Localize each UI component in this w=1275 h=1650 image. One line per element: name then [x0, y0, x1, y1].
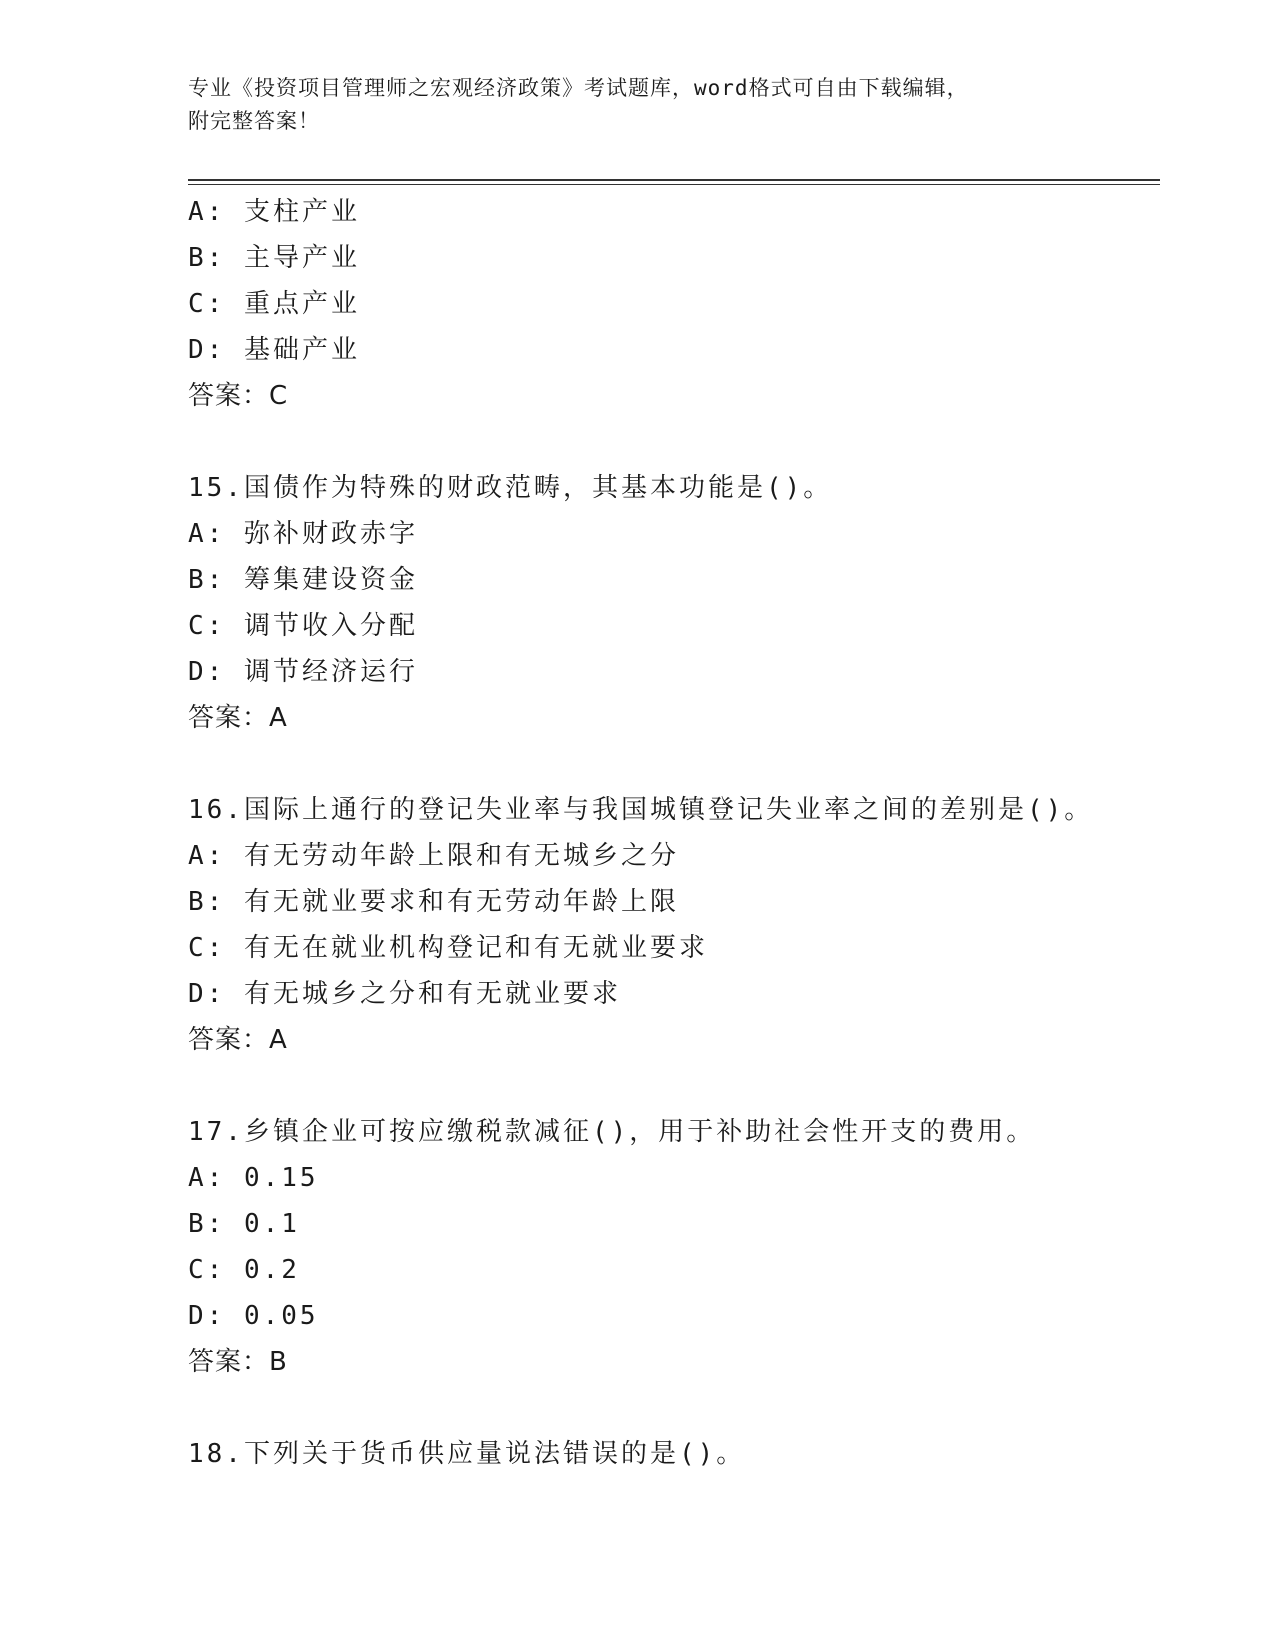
answer: 答案：C [188, 381, 289, 411]
spacer [188, 1063, 1160, 1109]
option-a: A: 0.15 [188, 1163, 319, 1193]
header-line-2: 附完整答案！ [188, 109, 320, 133]
option-b: B: 主导产业 [188, 243, 360, 273]
option-b: B: 筹集建设资金 [188, 565, 418, 595]
header-rule-thin [188, 184, 1160, 185]
option-c: C: 0.2 [188, 1255, 300, 1285]
header-line-1: 专业《投资项目管理师之宏观经济政策》考试题库，word格式可自由下载编辑， [188, 76, 969, 100]
option-d: D: 有无城乡之分和有无就业要求 [188, 979, 621, 1009]
question-14 [188, 189, 1160, 419]
spacer [188, 1385, 1160, 1431]
question-15 [188, 465, 1160, 741]
question-16 [188, 787, 1160, 1063]
option-a: A: 有无劳动年龄上限和有无城乡之分 [188, 841, 679, 871]
option-a: A: 弥补财政赤字 [188, 519, 418, 549]
spacer [188, 419, 1160, 465]
question-stem: 15.国债作为特殊的财政范畴，其基本功能是()。 [188, 473, 833, 503]
answer: 答案：A [188, 703, 288, 733]
option-a: A: 支柱产业 [188, 197, 360, 227]
question-18 [188, 1431, 1160, 1477]
question-list [188, 189, 1160, 1477]
answer: 答案：A [188, 1025, 288, 1055]
option-c: C: 调节收入分配 [188, 611, 418, 641]
option-b: B: 0.1 [188, 1209, 300, 1239]
document-header [188, 72, 1068, 138]
option-d: D: 调节经济运行 [188, 657, 418, 687]
option-c: C: 重点产业 [188, 289, 360, 319]
option-d: D: 0.05 [188, 1301, 319, 1331]
option-d: D: 基础产业 [188, 335, 360, 365]
spacer [188, 741, 1160, 787]
question-stem: 16.国际上通行的登记失业率与我国城镇登记失业率之间的差别是()。 [188, 795, 1094, 825]
option-b: B: 有无就业要求和有无劳动年龄上限 [188, 887, 679, 917]
answer: 答案：B [188, 1347, 288, 1377]
question-17 [188, 1109, 1160, 1385]
header-rule-thick [188, 179, 1160, 181]
option-c: C: 有无在就业机构登记和有无就业要求 [188, 933, 708, 963]
question-stem: 17.乡镇企业可按应缴税款减征()，用于补助社会性开支的费用。 [188, 1117, 1036, 1147]
question-stem: 18.下列关于货币供应量说法错误的是()。 [188, 1439, 746, 1469]
